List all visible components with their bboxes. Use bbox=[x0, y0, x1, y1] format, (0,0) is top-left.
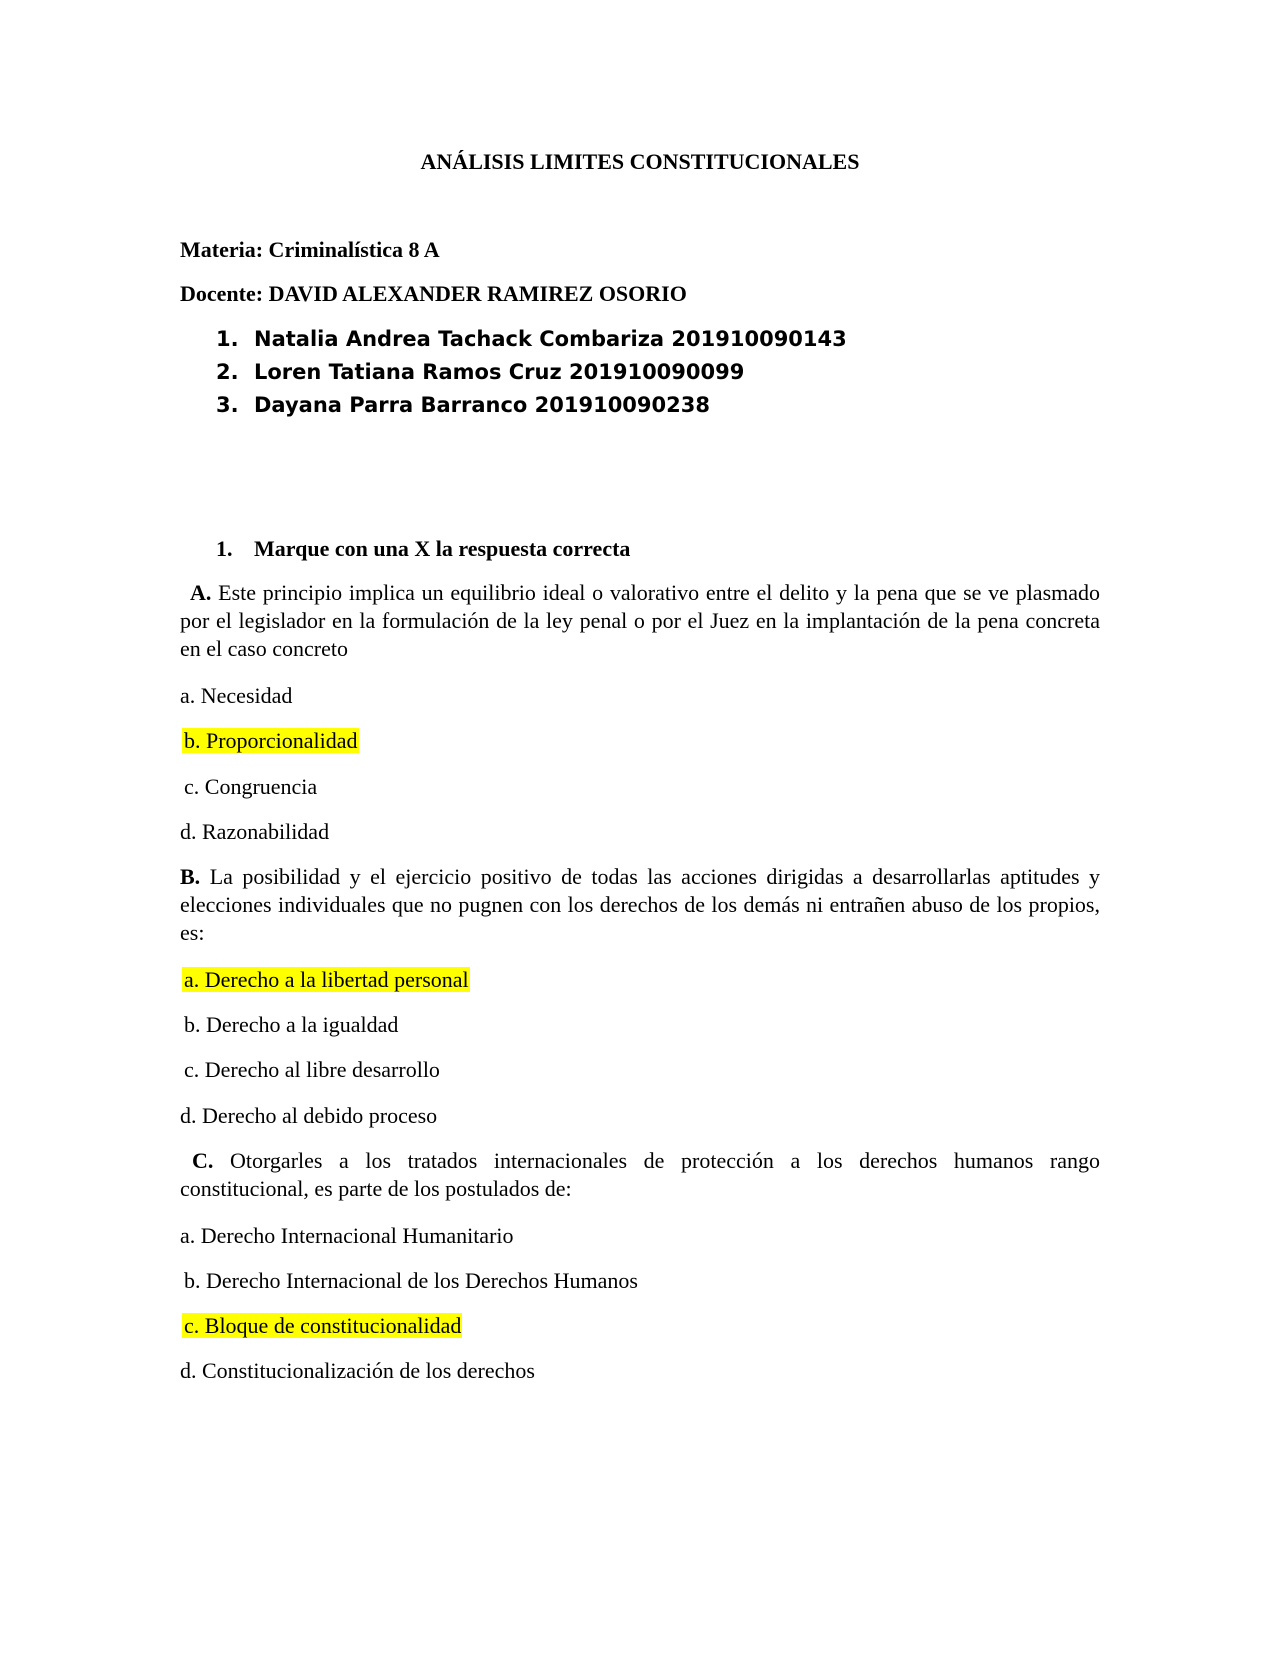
student-name: Natalia Andrea Tachack Combariza 201910090143 bbox=[254, 327, 847, 351]
question-text: La posibilidad y el ejercicio positivo de todas las acciones dirigidas a desarrollarlas aptitudes y elecciones individuales que no pugnen con los derechos de los demás ni entrañen abuso de los propios, es: bbox=[180, 864, 1101, 945]
student-name: Loren Tatiana Ramos Cruz 201910090099 bbox=[254, 360, 745, 384]
teacher-line: Docente: DAVID ALEXANDER RAMIREZ OSORIO bbox=[180, 281, 687, 306]
question-label: C. bbox=[192, 1148, 214, 1173]
student-name: Dayana Parra Barranco 201910090238 bbox=[254, 393, 710, 417]
list-number: 1. bbox=[216, 536, 233, 561]
highlighted-answer: c. Bloque de constitucionalidad bbox=[184, 1313, 462, 1338]
question-a bbox=[180, 579, 1100, 663]
student-list-item bbox=[216, 325, 847, 353]
option-c: c. Congruencia bbox=[184, 774, 318, 799]
list-number: 2. bbox=[216, 360, 239, 384]
option-d: d. Constitucionalización de los derechos bbox=[180, 1358, 535, 1383]
question-b bbox=[180, 863, 1100, 947]
question-text: Otorgarles a los tratados internacionales de protección a los derechos humanos rango constitucional, es parte de los postulados de: bbox=[180, 1148, 1101, 1201]
student-list-item bbox=[216, 391, 710, 419]
question-label: A. bbox=[190, 580, 212, 605]
option-c-highlighted bbox=[182, 1312, 462, 1340]
highlighted-answer: a. Derecho a la libertad personal bbox=[184, 967, 469, 992]
option-b: b. Derecho a la igualdad bbox=[184, 1012, 399, 1037]
option-a: a. Necesidad bbox=[180, 683, 293, 708]
option-a: a. Derecho Internacional Humanitario bbox=[180, 1223, 514, 1248]
subject-line: Materia: Criminalística 8 A bbox=[180, 237, 440, 262]
section-heading bbox=[216, 535, 630, 563]
list-number: 3. bbox=[216, 393, 239, 417]
option-b: b. Derecho Internacional de los Derechos Humanos bbox=[184, 1268, 638, 1293]
question-c bbox=[180, 1147, 1100, 1203]
document-title: ANÁLISIS LIMITES CONSTITUCIONALES bbox=[420, 149, 860, 174]
option-d: d. Derecho al debido proceso bbox=[180, 1103, 438, 1128]
section-label: Marque con una X la respuesta correcta bbox=[254, 536, 631, 561]
option-d: d. Razonabilidad bbox=[180, 819, 330, 844]
question-text: Este principio implica un equilibrio ideal o valorativo entre el delito y la pena que se ve plasmado por el legislador en la formulación de la ley penal o por el Juez en la implantación de la pena concreta en el caso concreto bbox=[180, 580, 1101, 661]
question-label: B. bbox=[180, 864, 201, 889]
student-list-item bbox=[216, 358, 744, 386]
list-number: 1. bbox=[216, 327, 239, 351]
option-a-highlighted bbox=[182, 966, 470, 994]
option-c: c. Derecho al libre desarrollo bbox=[184, 1057, 440, 1082]
highlighted-answer: b. Proporcionalidad bbox=[184, 728, 358, 753]
option-b-highlighted bbox=[182, 727, 359, 755]
